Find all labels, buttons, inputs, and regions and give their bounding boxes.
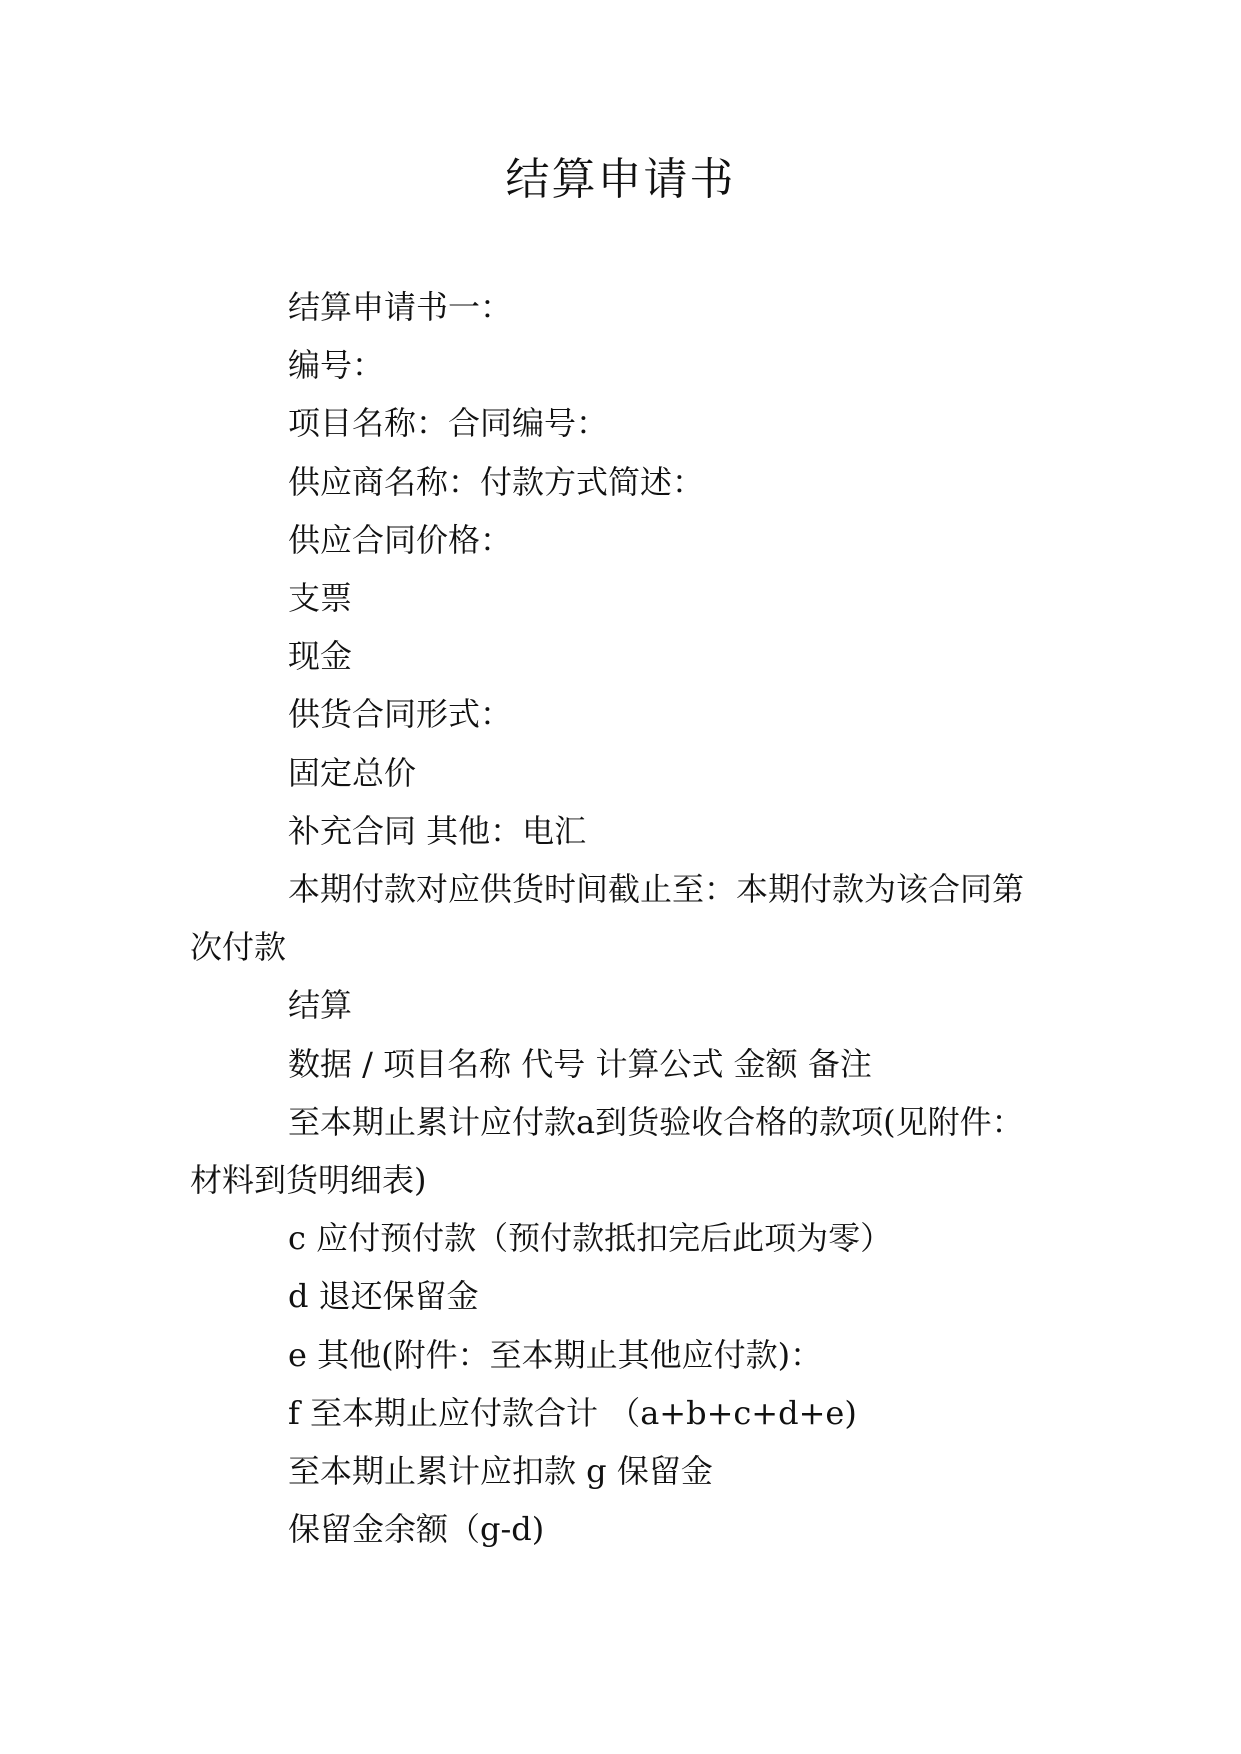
paragraph-settlement-application-one: 结算申请书一： bbox=[288, 288, 513, 326]
paragraph-payment-period: 本期付款对应供货时间截止至：本期付款为该合同第次付款 bbox=[190, 870, 1025, 967]
paragraph-retention-balance: 保留金余额（g-d) bbox=[288, 1510, 545, 1549]
paragraph-fixed-total-price: 固定总价 bbox=[288, 753, 417, 792]
paragraph-supplier-payment-method: 供应商名称：付款方式简述： bbox=[288, 462, 705, 501]
paragraph-other-payables: e 其他(附件：至本期止其他应付款)： bbox=[288, 1335, 823, 1374]
paragraph-project-name-contract-number: 项目名称：合同编号： bbox=[288, 404, 609, 443]
paragraph-cheque: 支票 bbox=[288, 579, 353, 618]
paragraph-accumulated-deduction: 至本期止累计应扣款 g 保留金 bbox=[288, 1452, 713, 1491]
document-body bbox=[190, 278, 1054, 1558]
paragraph-table-header: 数据 / 项目名称 代号 计算公式 金额 备注 bbox=[288, 1044, 872, 1083]
paragraph-supplementary-contract: 补充合同 其他：电汇 bbox=[288, 811, 587, 850]
paragraph-accumulated-payable: 至本期止累计应付款a到货验收合格的款项(见附件：材料到货明细表) bbox=[190, 1102, 1024, 1200]
paragraph-contract-form: 供货合同形式： bbox=[288, 695, 513, 734]
document-title: 结算申请书 bbox=[505, 154, 736, 205]
paragraph-advance-payment: c 应付预付款（预付款抵扣完后此项为零） bbox=[288, 1219, 893, 1258]
paragraph-cash: 现金 bbox=[288, 637, 353, 676]
paragraph-contract-price: 供应合同价格： bbox=[288, 520, 513, 559]
paragraph-payable-total: f 至本期止应付款合计 （a+b+c+d+e) bbox=[288, 1393, 857, 1432]
paragraph-retention-refund: d 退还保留金 bbox=[288, 1277, 479, 1316]
paragraph-serial-number: 编号： bbox=[288, 346, 385, 385]
paragraph-settlement: 结算 bbox=[288, 986, 353, 1025]
